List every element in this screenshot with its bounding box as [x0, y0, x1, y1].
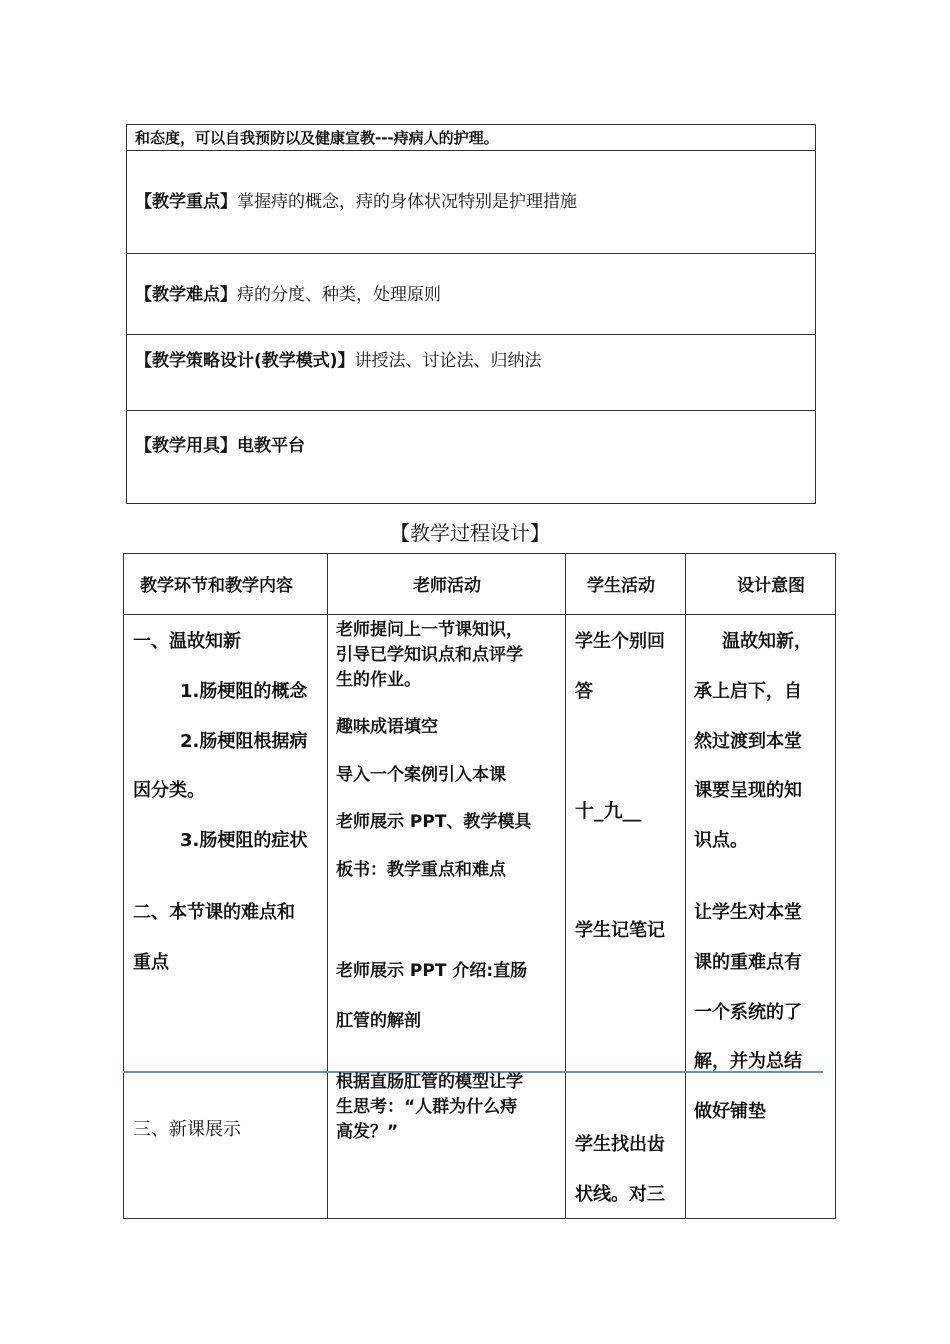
key-point-label: 【教学重点】 [135, 192, 237, 212]
teacher-line: 肛管的解剖 [336, 1011, 421, 1031]
difficulty-text: 痔的分度、种类，处理原则 [237, 285, 441, 305]
col-divider [565, 553, 566, 1219]
header-intent: 设计意图 [737, 576, 805, 596]
row-divider [126, 150, 816, 151]
item-symptoms: 3.肠梗阻的症状 [180, 830, 308, 851]
teacher-line: 根据直肠肛管的模型让学 [336, 1072, 523, 1092]
process-title: 【教学过程设计】 [390, 521, 550, 545]
teacher-line: 板书：教学重点和难点 [336, 860, 506, 880]
col-divider [685, 553, 686, 1219]
key-point-row [135, 191, 577, 213]
row-divider [126, 410, 816, 411]
row-divider [126, 334, 816, 335]
section-key-difficult: 二、本节课的难点和 [133, 902, 295, 923]
section-review: 一、温故知新 [133, 631, 241, 652]
item-classification-cont: 因分类。 [133, 780, 205, 801]
teacher-line: 高发？” [336, 1122, 399, 1142]
objective-continuation: 和态度，可以自我预防以及健康宣教---痔病人的护理。 [135, 129, 499, 147]
teacher-line: 导入一个案例引入本课 [336, 765, 506, 785]
teacher-line: 引导已学知识点和点评学 [336, 645, 523, 665]
teacher-line: 老师展示 PPT 介绍:直肠 [336, 961, 528, 981]
section-new-lesson: 三、新课展示 [133, 1119, 241, 1140]
student-line: 状线。对三 [575, 1184, 665, 1205]
intent-line: 一个系统的了 [694, 1002, 802, 1023]
key-point-text: 掌握痔的概念，痔的身体状况特别是护理措施 [237, 192, 577, 212]
item-concept: 1.肠梗阻的概念 [180, 681, 308, 702]
intent-line: 解，并为总结 [694, 1051, 802, 1072]
tools-row [135, 435, 305, 457]
student-line: 学生记笔记 [575, 920, 665, 941]
header-student: 学生活动 [587, 576, 655, 596]
intent-line: 识点。 [694, 830, 748, 851]
student-line: 学生找出齿 [575, 1134, 665, 1155]
teacher-line: 生思考：“人群为什么痔 [336, 1097, 518, 1117]
intent-line: 课的重难点有 [694, 952, 802, 973]
teacher-line: 老师展示 PPT、教学模具 [336, 812, 532, 832]
intent-line: 然过渡到本堂 [694, 731, 802, 752]
intent-line: 做好铺垫 [694, 1101, 766, 1122]
tools-text: 电教平台 [237, 436, 305, 456]
strategy-row [135, 350, 542, 372]
header-teacher: 老师活动 [413, 576, 481, 596]
teacher-line: 生的作业。 [336, 670, 421, 690]
difficulty-label: 【教学难点】 [135, 285, 237, 305]
section-key-difficult-cont: 重点 [133, 952, 169, 973]
difficulty-row [135, 284, 441, 306]
strategy-label: 【教学策略设计(教学模式)】 [135, 351, 355, 371]
student-line: 学生个别回 [575, 631, 665, 652]
header-divider [123, 614, 836, 615]
item-classification: 2.肠梗阻根据病 [180, 731, 308, 752]
teacher-line: 趣味成语填空 [336, 717, 438, 737]
intent-line: 承上启下，自 [694, 681, 802, 702]
row-divider [126, 253, 816, 254]
col-divider [327, 553, 328, 1219]
student-line: 十_九__ [575, 800, 642, 822]
student-line: 答 [575, 681, 593, 702]
teacher-line: 老师提问上一节课知识， [336, 620, 523, 640]
tools-label: 【教学用具】 [135, 436, 237, 456]
intent-line: 让学生对本堂 [694, 902, 802, 923]
intent-line: 温故知新， [722, 631, 812, 652]
intent-line: 课要呈现的知 [694, 780, 802, 801]
strategy-text: 讲授法、讨论法、归纳法 [354, 351, 542, 371]
header-content: 教学环节和教学内容 [140, 576, 293, 596]
